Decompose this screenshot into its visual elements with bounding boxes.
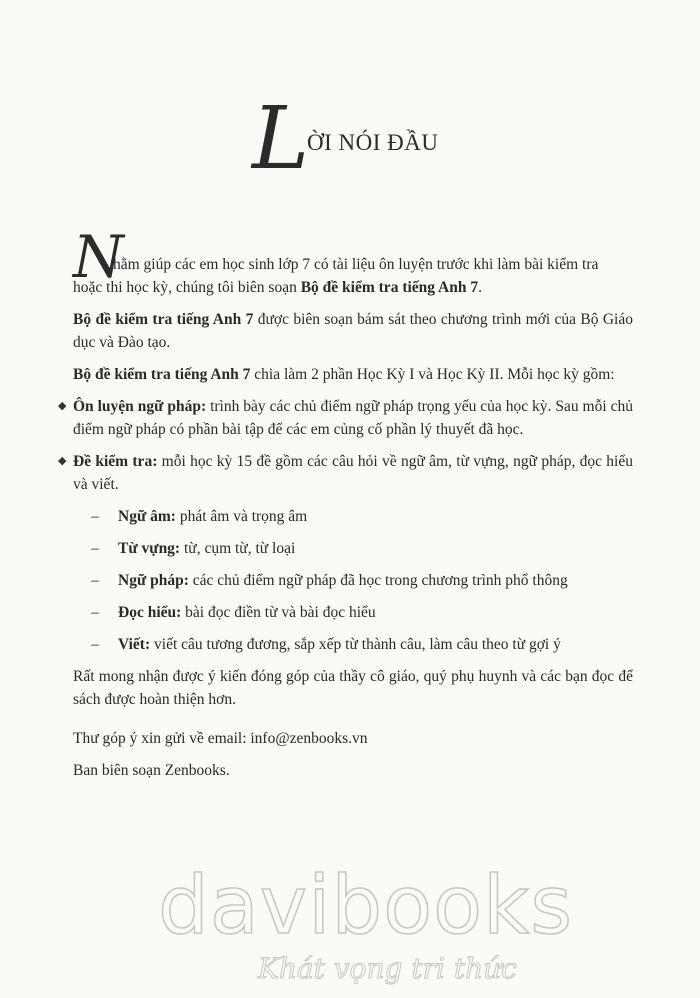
subitem-text: các chủ điểm ngữ pháp đã học trong chương trình phổ thông	[188, 572, 568, 589]
dash-bullet-icon: –	[91, 604, 99, 621]
closing-paragraph: Rất mong nhận được ý kiến đóng góp của thầy cô giáo, quý phụ huynh và các bạn đọc để sách được hoàn thiện hơn.	[73, 668, 633, 708]
bullet-item-tests	[58, 450, 633, 496]
subitem-phonetics	[73, 505, 633, 528]
bullet-label: Ôn luyện ngữ pháp:	[73, 398, 207, 415]
email-line: Thư góp ý xin gửi về email: info@zenbooks.vn	[73, 730, 368, 747]
subitem-label: Đọc hiểu:	[118, 604, 182, 621]
paragraph-structure	[73, 363, 633, 386]
paragraph-curriculum	[73, 308, 633, 354]
dash-bullet-icon: –	[91, 540, 99, 557]
bullet-text: mỗi học kỳ 15 đề gồm các câu hỏi về ngữ âm, từ vựng, ngữ pháp, đọc hiểu và viết.	[73, 453, 633, 493]
subitem-text: phát âm và trọng âm	[175, 508, 308, 525]
dash-bullet-icon: –	[91, 636, 99, 653]
subitem-text: bài đọc điền từ và bài đọc hiểu	[181, 604, 376, 621]
paragraph-structure-text: chia làm 2 phần Học Kỳ I và Học Kỳ II. Mỗi học kỳ gồm:	[250, 366, 615, 383]
title-text: ỜI NÓI ĐẦU	[307, 130, 439, 155]
page-title	[252, 89, 512, 189]
subitem-reading	[73, 601, 633, 624]
subitem-label: Viết:	[118, 636, 151, 653]
subitem-grammar	[73, 569, 633, 592]
subitem-text: viết câu tương đương, sắp xếp từ thành câu, làm câu theo từ gợi ý	[150, 636, 561, 653]
subitem-text: từ, cụm từ, từ loại	[180, 540, 296, 557]
diamond-bullet-icon: ◆	[58, 400, 67, 412]
bullet-text: trình bày các chủ điểm ngữ pháp trọng yếu của học kỳ. Sau mỗi chủ điểm ngữ pháp có phần bài tập để các em củng cố phần lý thuyết đã học.	[73, 398, 633, 438]
intro-paragraph	[73, 223, 633, 299]
signature-line: Ban biên soạn Zenbooks.	[73, 762, 230, 779]
dash-bullet-icon: –	[91, 508, 99, 525]
bullet-item-grammar	[58, 395, 633, 441]
intro-book-title: Bộ đề kiểm tra tiếng Anh 7	[300, 279, 479, 296]
intro-drop-letter: N	[73, 223, 124, 291]
subitem-label: Ngữ âm:	[118, 508, 176, 525]
subitem-vocabulary	[73, 537, 633, 560]
dash-bullet-icon: –	[91, 572, 99, 589]
subitem-label: Ngữ pháp:	[118, 572, 189, 589]
diamond-bullet-icon: ◆	[58, 455, 67, 467]
watermark-logo	[148, 859, 574, 985]
watermark-slogan: Khát vọng tri thức	[258, 952, 517, 985]
paragraph-curriculum-text: được biên soạn bám sát theo chương trình mới của Bộ Giáo dục và Đào tạo.	[73, 311, 633, 351]
subitem-writing	[73, 633, 633, 656]
intro-line-1: hằm giúp các em học sinh lớp 7 có tài liệu ôn luyện trước khi làm bài kiểm tra	[113, 256, 599, 273]
intro-line-2-text: hoặc thi học kỳ, chúng tôi biên soạn	[73, 279, 301, 296]
body-content	[58, 223, 633, 782]
paragraph-structure-bold: Bộ đề kiểm tra tiếng Anh 7	[73, 366, 251, 383]
subitem-label: Từ vựng:	[118, 540, 181, 557]
bullet-label: Đề kiểm tra:	[73, 453, 158, 470]
intro-line-2-end: .	[478, 279, 482, 296]
paragraph-curriculum-bold: Bộ đề kiểm tra tiếng Anh 7	[73, 311, 254, 328]
title-drop-letter: L	[252, 89, 310, 189]
watermark-brand: davibooks	[158, 859, 574, 952]
